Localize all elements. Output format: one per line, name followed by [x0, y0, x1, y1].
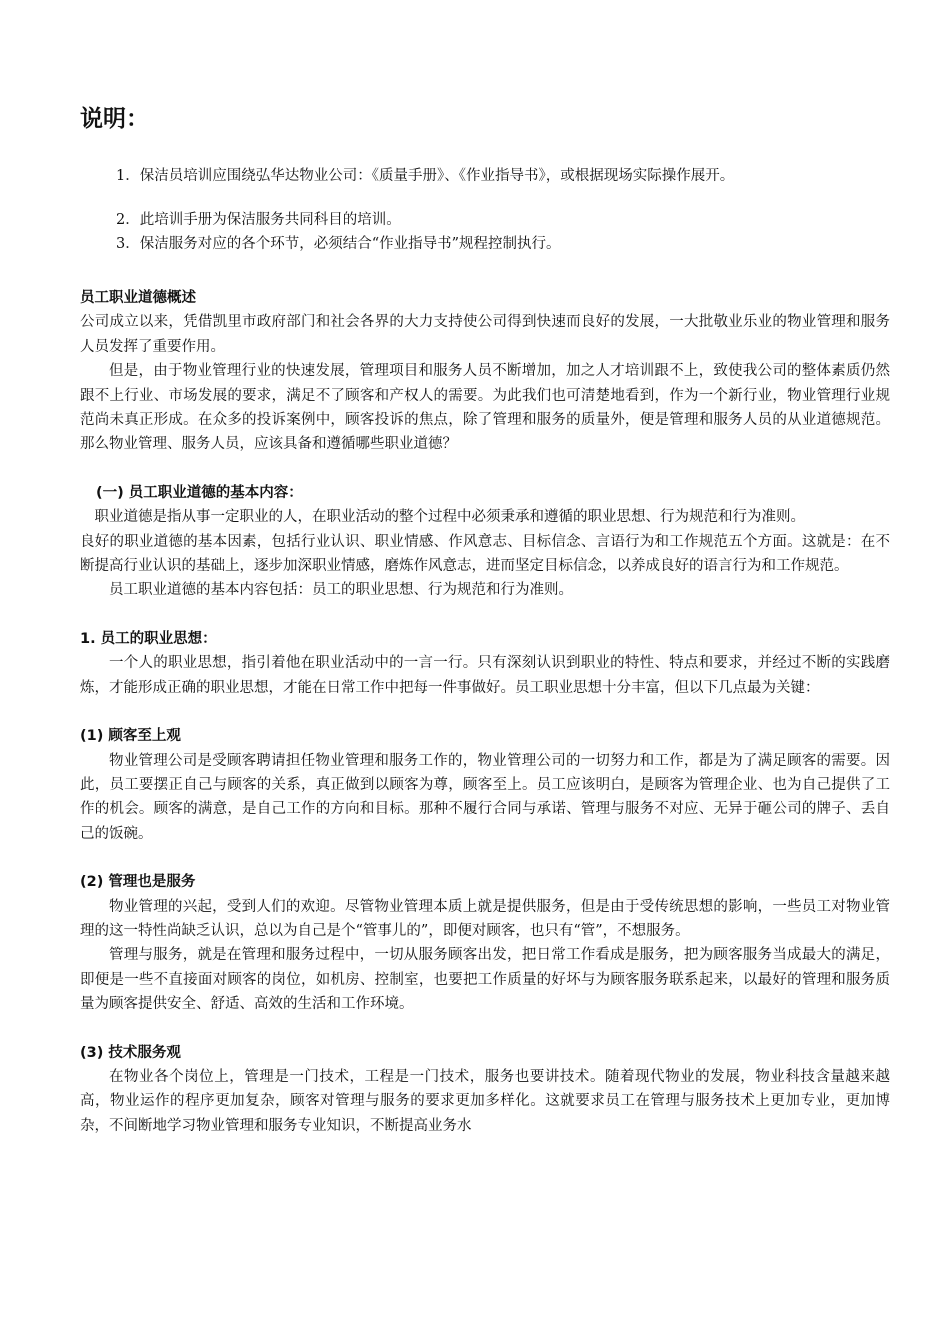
paragraph: 管理与服务，就是在管理和服务过程中，一切从服务顾客出发，把日常工作看成是服务，把为顾客服务当成最大的满足，即便是一些不直接面对顾客的岗位，如机房、控制室，也要把工作质量的好坏与为顾客服务联系起来，以最好的管理和服务质量为顾客提供安全、舒适、高效的生活和工作环境。: [80, 947, 890, 1013]
page-title: 说明：: [80, 106, 149, 132]
paragraph: 一个人的职业思想，指引着他在职业活动中的一言一行。只有深刻认识到职业的特性、特点和要求，并经过不断的实践磨炼，才能形成正确的职业思想，才能在日常工作中把每一件事做好。员工职业思想十分丰富，但以下几点最为关键：: [80, 655, 890, 696]
paragraph: 良好的职业道德的基本因素，包括行业认识、职业情感、作风意志、目标信念、言语行为和工作规范五个方面。这就是：在不断提高行业认识的基础上，逐步加深职业情感，磨炼作风意志，进而坚定目标信念，以养成良好的语言行为和工作规范。: [80, 533, 890, 575]
paragraph: 职业道德是指从事一定职业的人，在职业活动的整个过程中必须秉承和遵循的职业思想、行为规范和行为准则。: [94, 509, 805, 526]
note-item: 2．此培训手册为保洁服务共同科目的培训。: [116, 212, 401, 228]
document-body: [80, 286, 890, 1138]
subsection-heading: (2) 管理也是服务: [80, 874, 196, 891]
paragraph: 员工职业道德的基本内容包括：员工的职业思想、行为规范和行为准则。: [109, 582, 573, 599]
note-item: 1．保洁员培训应围绕弘华达物业公司：《质量手册》、《作业指导书》，或根据现场实际操作展开。: [116, 168, 735, 184]
section-heading: (一) 员工职业道德的基本内容：: [96, 484, 303, 501]
note-item: 3．保洁服务对应的各个环节，必须结合“作业指导书”规程控制执行。: [116, 236, 561, 252]
notes-list: [116, 164, 916, 256]
paragraph: 但是，由于物业管理行业的快速发展，管理项目和服务人员不断增加，加之人才培训跟不上，致使我公司的整体素质仍然跟不上行业、市场发展的要求，满足不了顾客和产权人的需要。为此我们也可清楚地看到，作为一个新行业，物业管理行业规范尚未真正形成。在众多的投诉案例中，顾客投诉的焦点，除了管理和服务的质量外，便是管理和服务人员的从业道德规范。那么物业管理、服务人员，应该具备和遵循哪些职业道德？: [80, 363, 890, 453]
section-heading: 1. 员工的职业思想：: [80, 630, 217, 647]
subsection-heading: (3) 技术服务观: [80, 1044, 181, 1061]
section-heading: 员工职业道德概述: [80, 290, 196, 306]
paragraph: 在物业各个岗位上，管理是一门技术，工程是一门技术，服务也要讲技术。随着现代物业的发展，物业科技含量越来越高，物业运作的程序更加复杂，顾客对管理与服务的要求更加多样化。这就要求员工在管理与服务技术上更加专业，更加博杂，不间断地学习物业管理和服务专业知识，不断提高业务水: [80, 1068, 890, 1134]
paragraph: 物业管理公司是受顾客聘请担任物业管理和服务工作的，物业管理公司的一切努力和工作，都是为了满足顾客的需要。因此，员工要摆正自己与顾客的关系，真正做到以顾客为尊，顾客至上。员工应该明白，是顾客为管理企业、也为自己提供了工作的机会。顾客的满意，是自己工作的方向和目标。那种不履行合同与承诺、管理与服务不对应、无异于砸公司的牌子、丢自己的饭碗。: [80, 752, 890, 842]
subsection-heading: (1) 顾客至上观: [80, 728, 181, 745]
paragraph: 公司成立以来，凭借凯里市政府部门和社会各界的大力支持使公司得到快速而良好的发展，一大批敬业乐业的物业管理和服务人员发挥了重要作用。: [80, 314, 890, 355]
paragraph: 物业管理的兴起，受到人们的欢迎。尽管物业管理本质上就是提供服务，但是由于受传统思想的影响，一些员工对物业管理的这一特性尚缺乏认识，总以为自己是个“管事儿的”，即便对顾客，也只有“管”，不想服务。: [80, 898, 890, 939]
